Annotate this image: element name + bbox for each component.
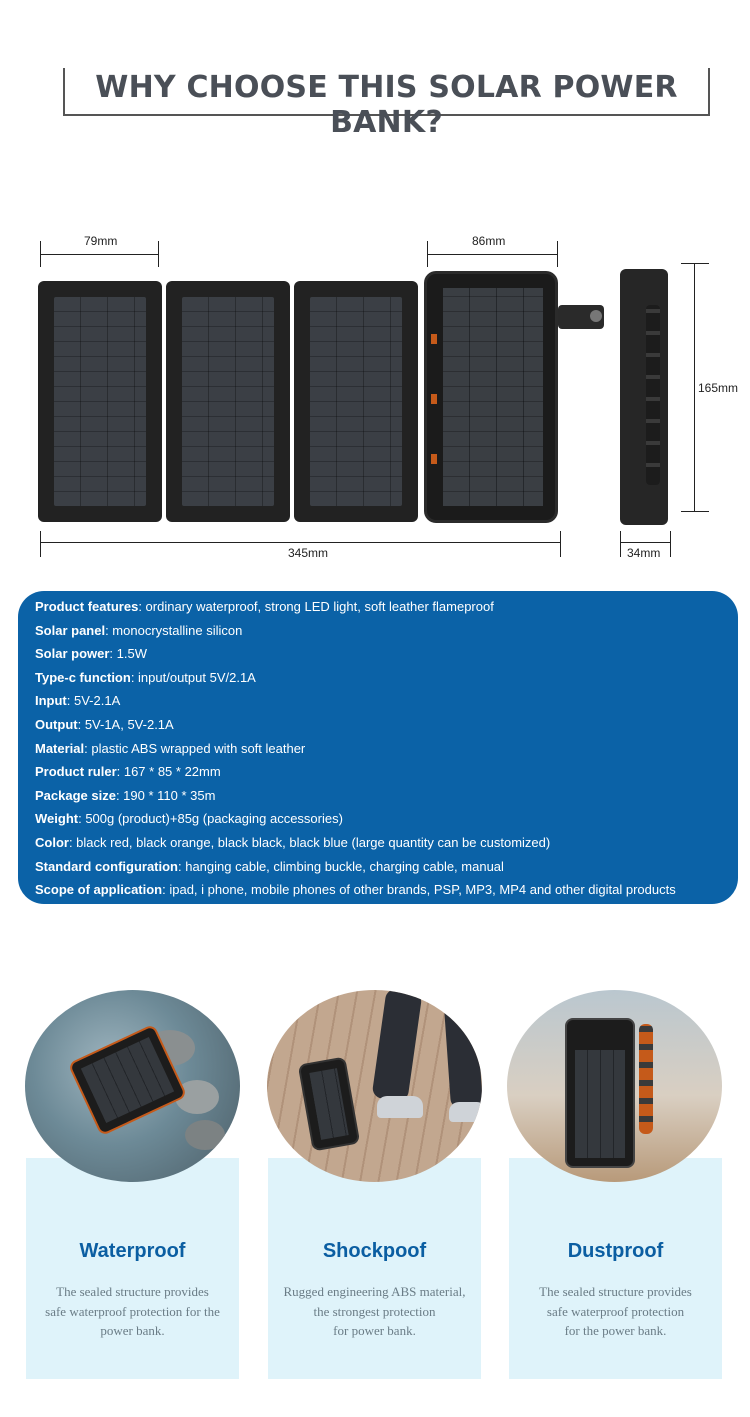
spec-row <box>35 807 738 831</box>
dim-tick <box>681 511 709 512</box>
dim-tick <box>40 531 41 557</box>
dim-tick <box>620 531 621 557</box>
feature-desc-line: the strongest protection <box>313 1303 436 1319</box>
spec-row <box>35 595 738 619</box>
page-title: WHY CHOOSE THIS SOLAR POWER BANK? <box>95 70 678 140</box>
dim-line-bank <box>427 254 558 255</box>
spec-label: Standard configuration <box>35 858 178 874</box>
page-header <box>63 68 710 140</box>
feature-title: Waterproof <box>79 1240 186 1262</box>
feature-desc-line: The sealed structure provides <box>539 1284 692 1299</box>
spec-label: Input <box>35 693 67 709</box>
solar-panel <box>166 281 290 522</box>
feature-desc-line: power bank. <box>100 1323 165 1338</box>
feature-card-dustproof <box>509 1158 722 1379</box>
dim-line-total <box>40 542 561 543</box>
feature-desc-line: The sealed structure provides <box>56 1284 209 1299</box>
feature-desc-line: safe waterproof protection <box>546 1303 685 1319</box>
spec-value: : 1.5W <box>109 646 147 662</box>
feature-desc-line: safe waterproof protection for the <box>45 1303 220 1319</box>
dim-line-panel <box>40 254 159 255</box>
dim-line-depth <box>620 542 671 543</box>
feature-description <box>26 1282 239 1341</box>
feature-desc-line: Rugged engineering ABS material, <box>283 1284 466 1299</box>
solar-panel <box>38 281 162 522</box>
spec-value: : monocrystalline silicon <box>105 622 243 638</box>
strap-button <box>590 310 602 322</box>
dim-height: 165mm <box>698 381 739 395</box>
dim-total-width: 345mm <box>288 546 329 560</box>
spec-row <box>35 713 738 737</box>
feature-card-shockproof <box>268 1158 481 1379</box>
spec-row <box>35 737 738 761</box>
dim-panel-width: 79mm <box>84 234 118 248</box>
spec-value: : 5V-1A, 5V-2.1A <box>77 716 174 732</box>
dim-tick <box>560 531 561 557</box>
spec-label: Type-c function <box>35 669 131 685</box>
feature-desc-line: for power bank. <box>333 1323 416 1338</box>
feature-title: Shockpoof <box>322 1240 427 1262</box>
side-grip <box>646 305 660 485</box>
spec-value: : hanging cable, climbing buckle, charging cable, manual <box>178 858 504 874</box>
feature-desc-line: for the power bank. <box>564 1323 667 1338</box>
spec-label: Product features <box>35 599 139 614</box>
spec-value: : plastic ABS wrapped with soft leather <box>84 740 306 756</box>
power-bank-front <box>424 271 558 523</box>
spec-value: : 167 * 85 * 22mm <box>116 764 221 780</box>
spec-label: Color <box>35 834 69 850</box>
spec-row <box>35 619 738 643</box>
product-dimension-diagram <box>0 225 750 570</box>
dim-tick <box>681 263 709 264</box>
feature-description <box>268 1282 481 1341</box>
dustproof-photo <box>507 990 722 1182</box>
spec-label: Product ruler <box>35 764 117 780</box>
spec-label: Material <box>35 740 85 756</box>
dim-line-height <box>694 263 695 512</box>
spec-row <box>35 666 738 690</box>
solar-panel <box>294 281 418 522</box>
spec-value: : 190 * 110 * 35m <box>115 787 216 803</box>
spec-label: Scope of application <box>35 882 163 898</box>
spec-value: : ordinary waterproof, strong LED light, soft leather flameproof <box>138 599 494 614</box>
spec-value: : 500g (product)+85g (packaging accessories) <box>78 811 343 827</box>
spec-row <box>35 878 738 902</box>
spec-value: : black red, black orange, black black, black blue (large quantity can be customized) <box>68 834 551 850</box>
spec-row <box>35 855 738 879</box>
specifications-panel <box>18 591 738 904</box>
shockproof-photo <box>267 990 482 1182</box>
spec-label: Weight <box>35 811 79 827</box>
spec-row <box>35 689 738 713</box>
spec-row <box>35 642 738 666</box>
spec-value: : input/output 5V/2.1A <box>130 669 256 685</box>
feature-description <box>509 1282 722 1341</box>
spec-label: Output <box>35 716 78 732</box>
power-bank-side <box>620 269 668 525</box>
spec-value: : ipad, i phone, mobile phones of other brands, PSP, MP3, MP4 and other digital products <box>162 882 676 898</box>
waterproof-photo <box>25 990 240 1182</box>
dim-tick <box>670 531 671 557</box>
spec-row <box>35 831 738 855</box>
spec-label: Package size <box>35 787 116 803</box>
spec-value: : 5V-2.1A <box>66 693 121 709</box>
dim-depth: 34mm <box>627 546 661 560</box>
spec-label: Solar panel <box>35 622 106 638</box>
dim-bank-width: 86mm <box>472 234 506 248</box>
feature-title: Dustproof <box>567 1240 664 1262</box>
spec-row <box>35 760 738 784</box>
spec-label: Solar power <box>35 646 110 662</box>
spec-row <box>35 784 738 808</box>
feature-card-waterproof <box>26 1158 239 1379</box>
